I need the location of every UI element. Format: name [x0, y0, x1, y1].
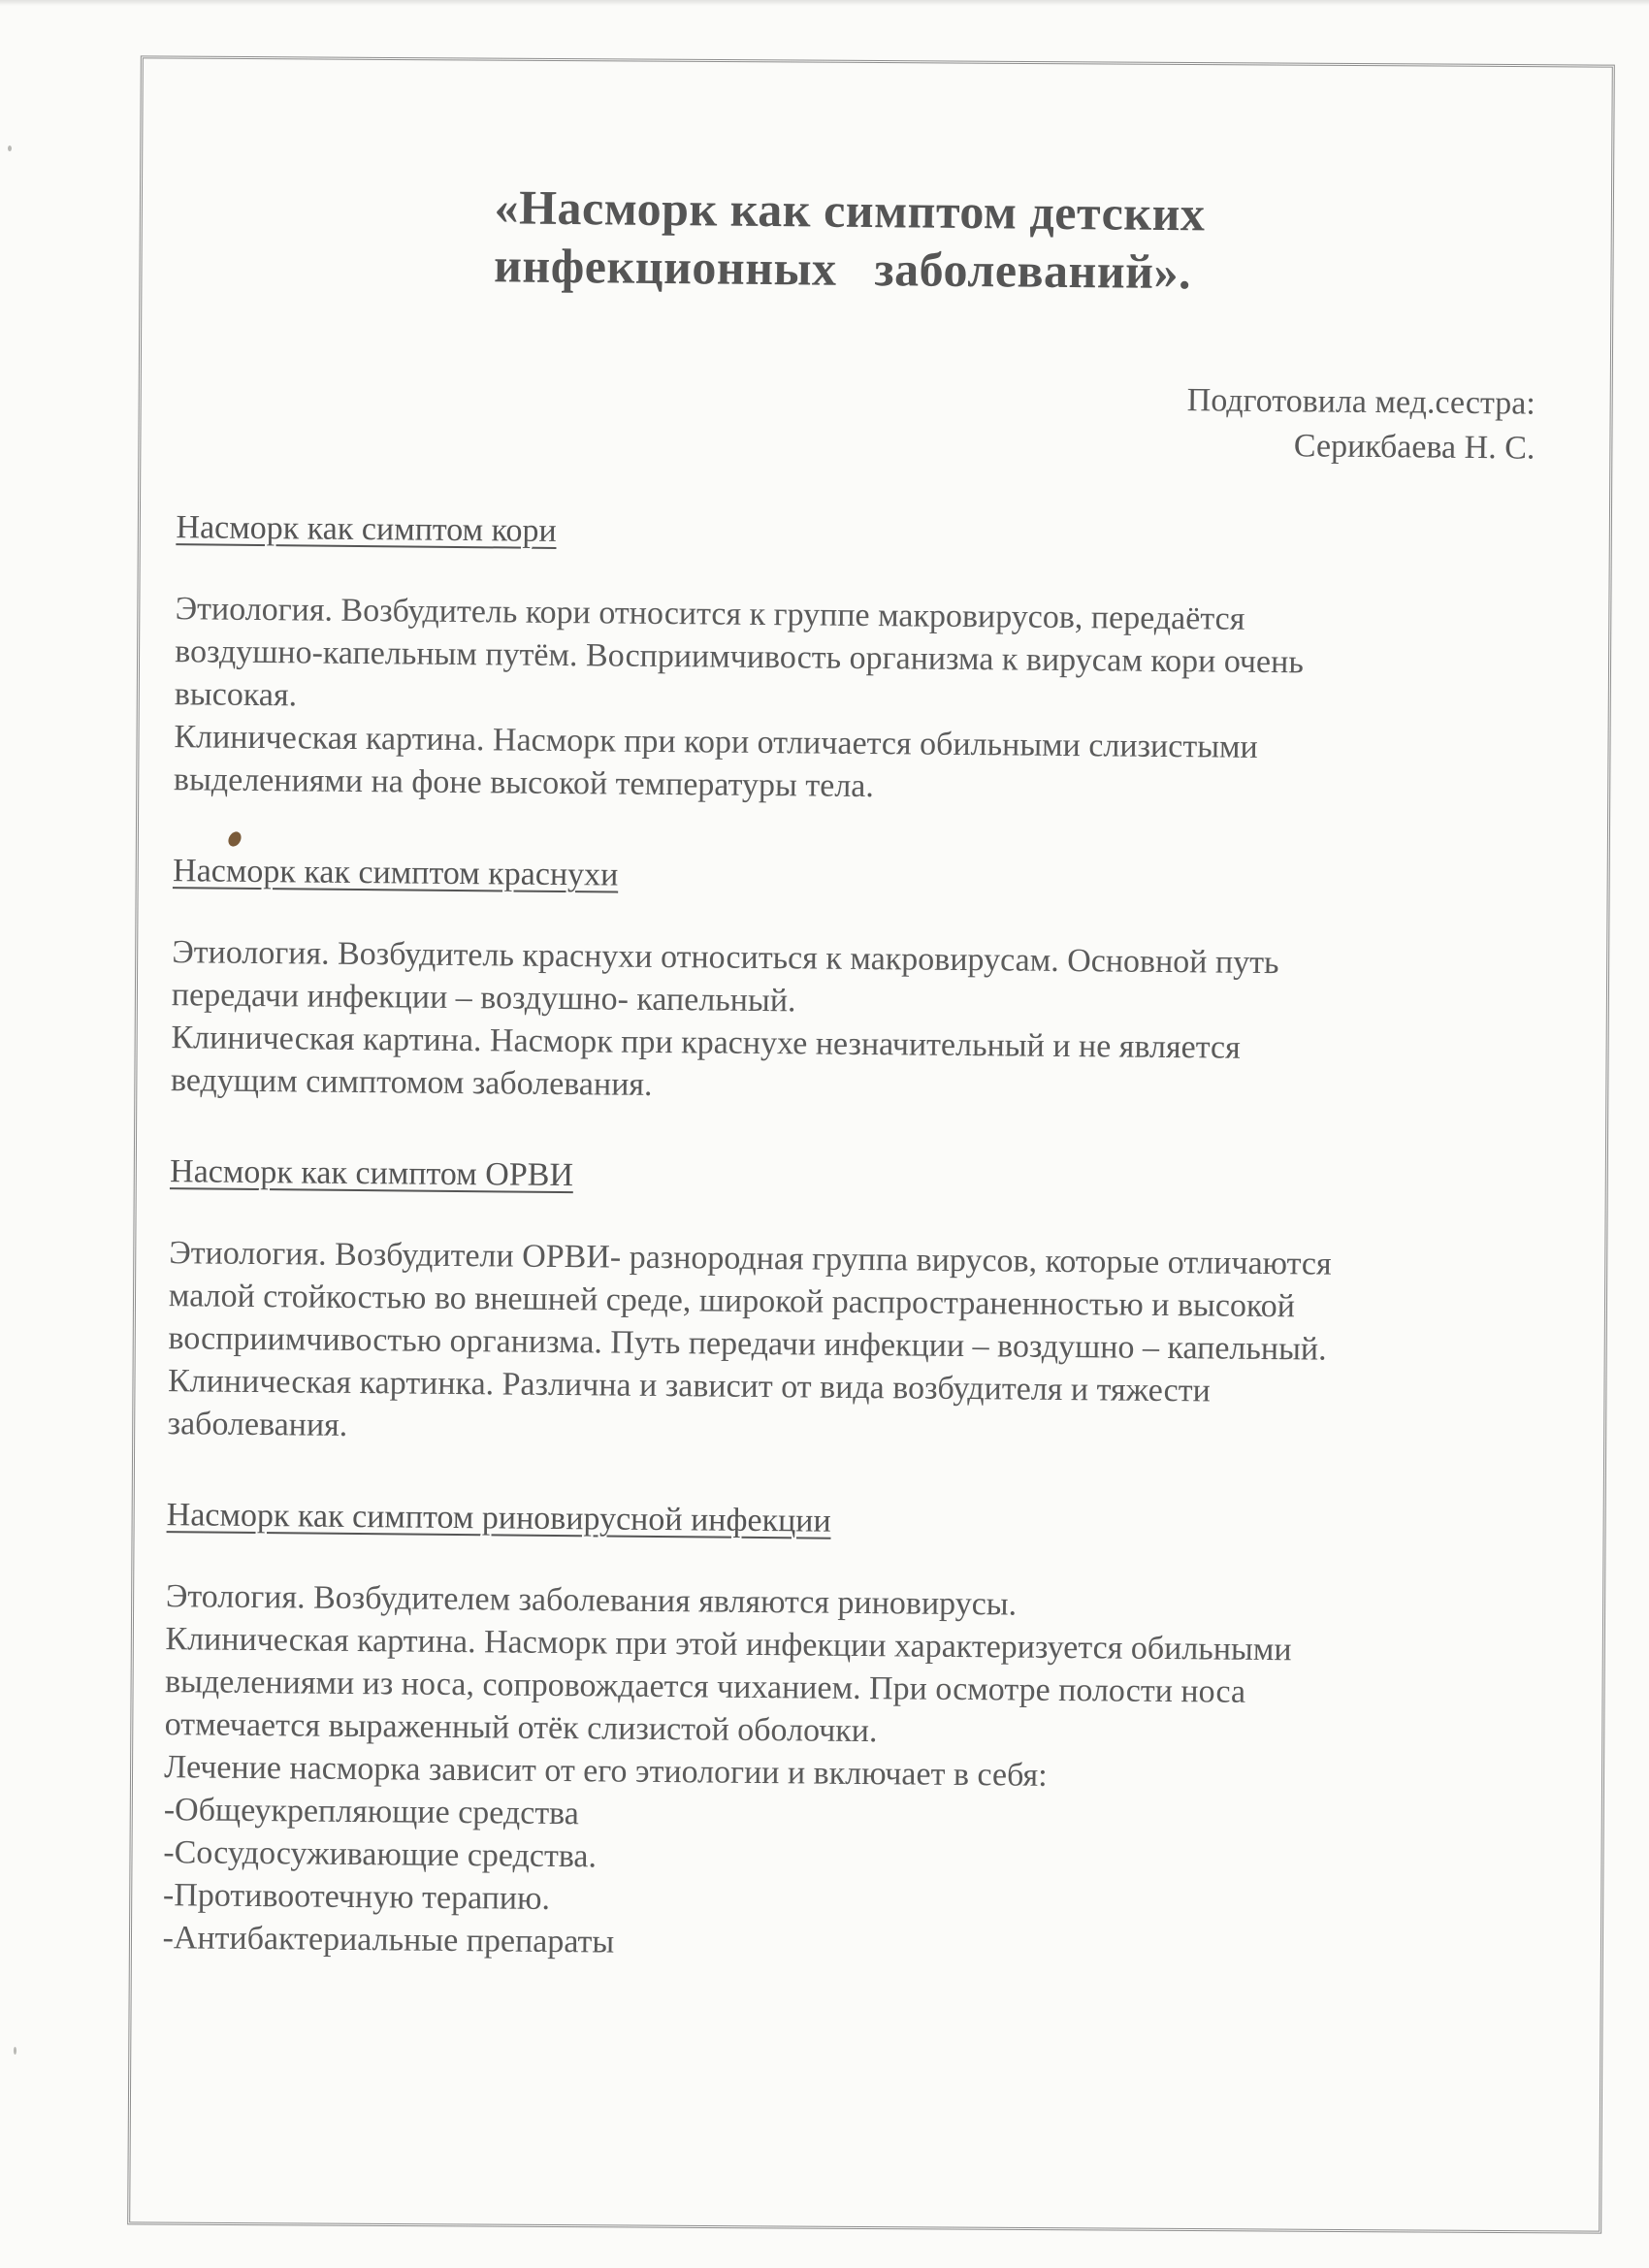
- text-line: Этиология. Возбудители ОРВИ- разнородная группа вирусов, которые отличаются: [169, 1235, 1332, 1282]
- scan-top-edge: [0, 0, 1649, 6]
- author-block: [157, 369, 1574, 471]
- text-line: Клиническая картина. Насморк при этой инфекции характеризуется обильными: [165, 1621, 1292, 1669]
- title-line: инфекционных заболеваний».: [493, 238, 1192, 300]
- text-line: отмечается выраженный отёк слизистой оболочки.: [164, 1706, 878, 1750]
- text-line: Лечение насморка зависит от его этиологии и включает в себя:: [164, 1749, 1048, 1794]
- section-rubella: [151, 850, 1569, 1116]
- text-line: выделениями из носа, сопровождается чиханием. При осмотре полости носа: [164, 1664, 1246, 1710]
- text-line: Клиническая картина. Насморк при краснухе незначительный и не является: [171, 1020, 1241, 1066]
- list-item: -Противоотечную терапию.: [162, 1877, 551, 1917]
- text-line: Клиническая картина. Насморк при кори отличается обильными слизистыми: [174, 719, 1258, 765]
- text-line: воздушно-капельным путём. Восприимчивость организма к вирусам кори очень: [175, 633, 1304, 681]
- text-line: выделениями на фоне высокой температуры тела.: [173, 761, 875, 805]
- text-line: передачи инфекции – воздушно- капельный.: [171, 977, 796, 1020]
- section-heading: Насморк как симптом риновирусной инфекции: [166, 1497, 831, 1539]
- section-rhinovirus: [143, 1494, 1564, 1973]
- scan-speck: [14, 2047, 16, 2055]
- title-line: «Насморк как симптом детских: [494, 179, 1206, 242]
- author-role: Подготовила мед.сестра:: [1186, 382, 1536, 422]
- list-item: -Сосудосуживающие средства.: [163, 1834, 598, 1875]
- list-item: -Антибактериальные препараты: [162, 1920, 615, 1960]
- document-title: [494, 178, 1387, 303]
- section-text: [174, 588, 1534, 814]
- text-line: Этиология. Возбудитель кори относится к группе макровирусов, передаётся: [175, 591, 1245, 637]
- section-text: [167, 1232, 1527, 1458]
- section-measles: [154, 506, 1573, 815]
- author-name: Серикбаева Н. С.: [1293, 428, 1536, 467]
- treatment-list: [143, 1789, 1561, 1973]
- text-line: ведущим симптомом заболевания.: [170, 1062, 653, 1103]
- text-line: высокая.: [174, 676, 298, 714]
- text-line: Клиническая картинка. Различна и зависит от вида возбудителя и тяжести: [167, 1363, 1211, 1409]
- scan-speck: [8, 146, 12, 151]
- text-line: заболевания.: [167, 1406, 348, 1443]
- section-heading: Насморк как симптом краснухи: [172, 853, 619, 893]
- text-line: малой стойкостью во внешней среде, широкой распространенностью и высокой: [168, 1278, 1296, 1325]
- section-text: [171, 931, 1531, 1115]
- document-body: [143, 175, 1576, 1973]
- list-item: -Общеукрепляющие средства: [163, 1792, 580, 1832]
- section-text: [164, 1575, 1524, 1801]
- text-line: Этиология. Возбудитель краснухи относиться к макровирусам. Основной путь: [172, 934, 1279, 982]
- section-heading: Насморк как симптом кори: [176, 509, 557, 549]
- text-line: восприимчивостью организма. Путь передачи инфекции – воздушно – капельный.: [168, 1320, 1327, 1368]
- section-heading: Насморк как симптом ОРВИ: [169, 1153, 574, 1194]
- section-arvi: [147, 1150, 1567, 1459]
- text-line: Этология. Возбудителем заболевания являются риновирусы.: [165, 1578, 1018, 1623]
